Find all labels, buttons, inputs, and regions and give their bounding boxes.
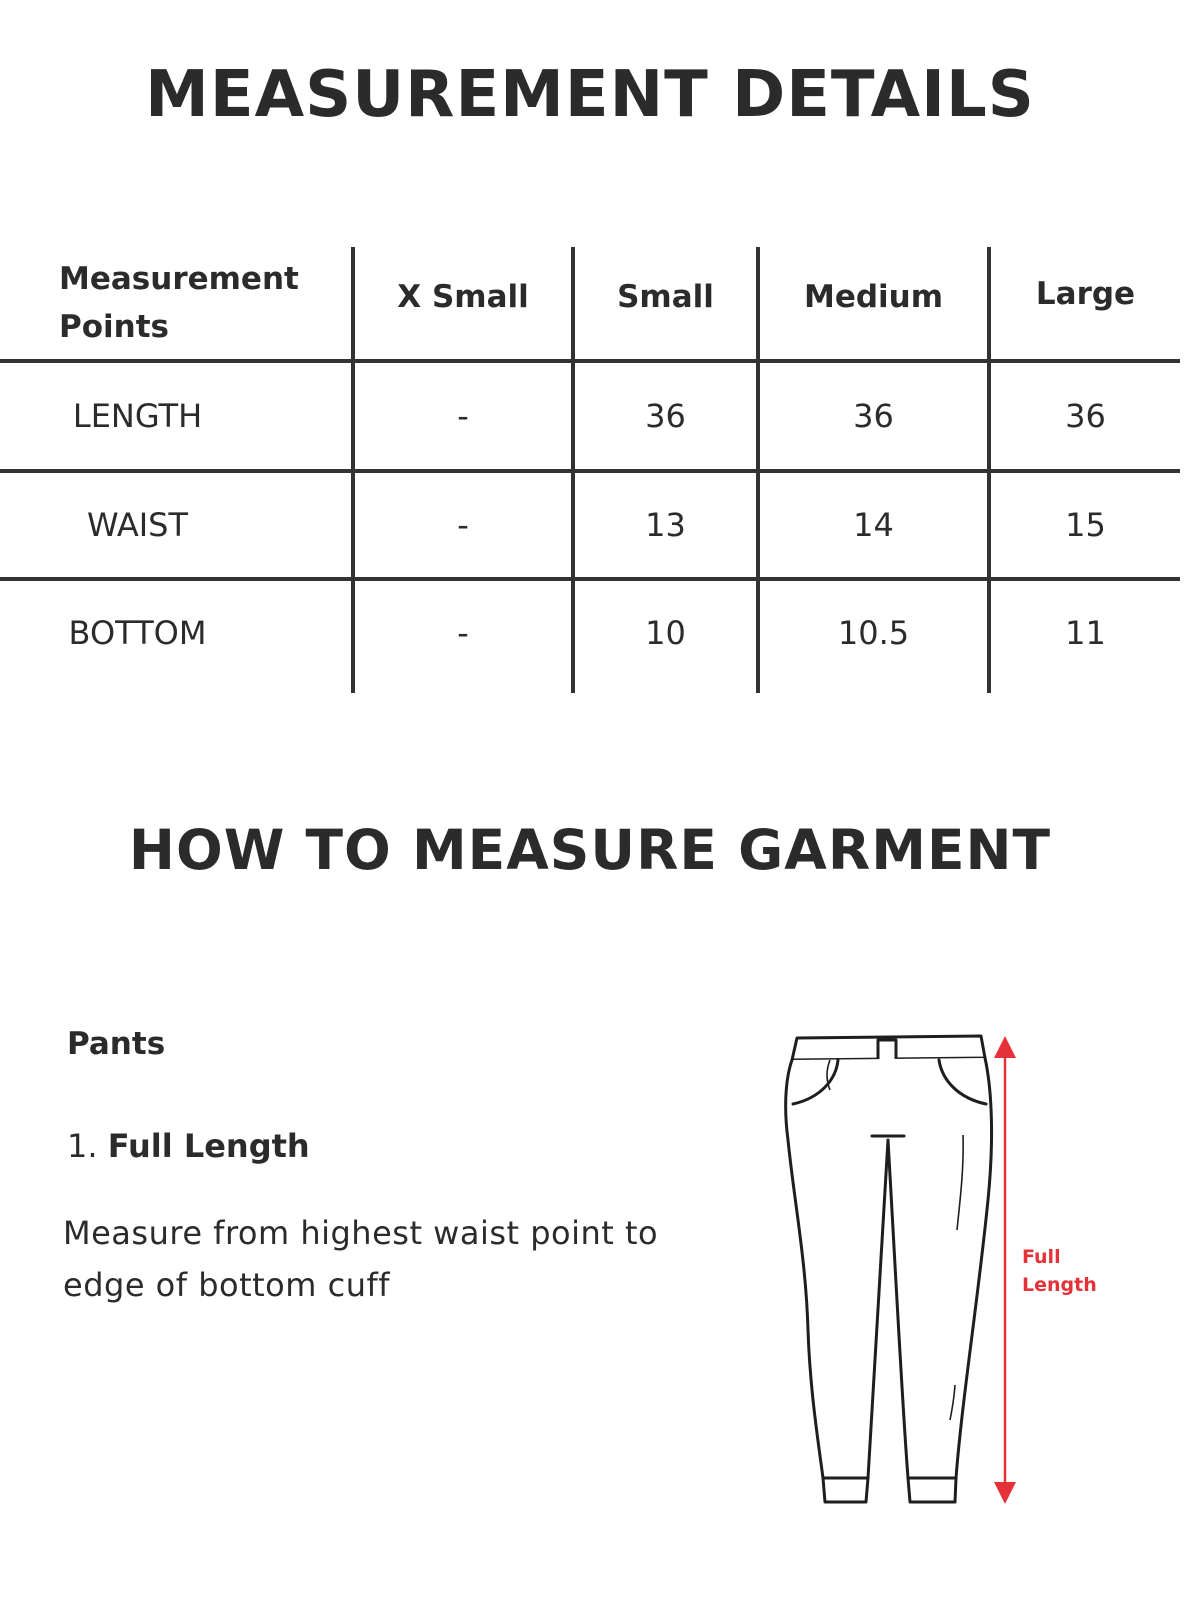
table-cell: 36 [645, 397, 686, 435]
header-measurement-points [59, 247, 349, 359]
table-cell: 10.5 [837, 614, 910, 652]
row-label-waist: WAIST [86, 506, 189, 544]
section-title: HOW TO MEASURE GARMENT [128, 818, 1052, 882]
garment-label: Pants [67, 1026, 166, 1062]
header-small: Small [617, 279, 714, 315]
step-description: Measure from highest waist point to edge of bottom cuff [63, 1214, 659, 1304]
step-title: Full Length [107, 1127, 310, 1165]
table-cell: 15 [1065, 506, 1106, 544]
header-medium: Medium [803, 279, 944, 315]
full-length-arrow [994, 1036, 1016, 1504]
table-cell: 10 [645, 614, 686, 652]
step-number: 1. [67, 1127, 98, 1165]
step-heading [67, 1127, 310, 1165]
header-large: Large [1035, 276, 1136, 312]
table-cell: 14 [853, 506, 894, 544]
table-cell: 13 [645, 506, 686, 544]
row-label-length: LENGTH [72, 397, 203, 435]
arrow-label-line2: Length [1022, 1274, 1097, 1296]
arrow-label [1022, 1243, 1097, 1299]
table-cell: - [457, 397, 469, 435]
header-points-line1: Measurement [59, 261, 299, 297]
row-label-bottom: BOTTOM [68, 614, 207, 652]
pants-illustration [770, 1020, 1170, 1520]
header-points-line2: Points [59, 309, 169, 345]
table-cell: - [457, 506, 469, 544]
table-cell: 36 [1065, 397, 1106, 435]
table-cell: 11 [1065, 614, 1106, 652]
page-title: MEASUREMENT DETAILS [145, 58, 1035, 132]
pants-outline [786, 1036, 992, 1502]
table-cell: 36 [853, 397, 894, 435]
header-xsmall: X Small [397, 279, 529, 315]
table-cell: - [457, 614, 469, 652]
size-table [0, 247, 1180, 693]
arrow-label-line1: Full [1022, 1246, 1061, 1268]
